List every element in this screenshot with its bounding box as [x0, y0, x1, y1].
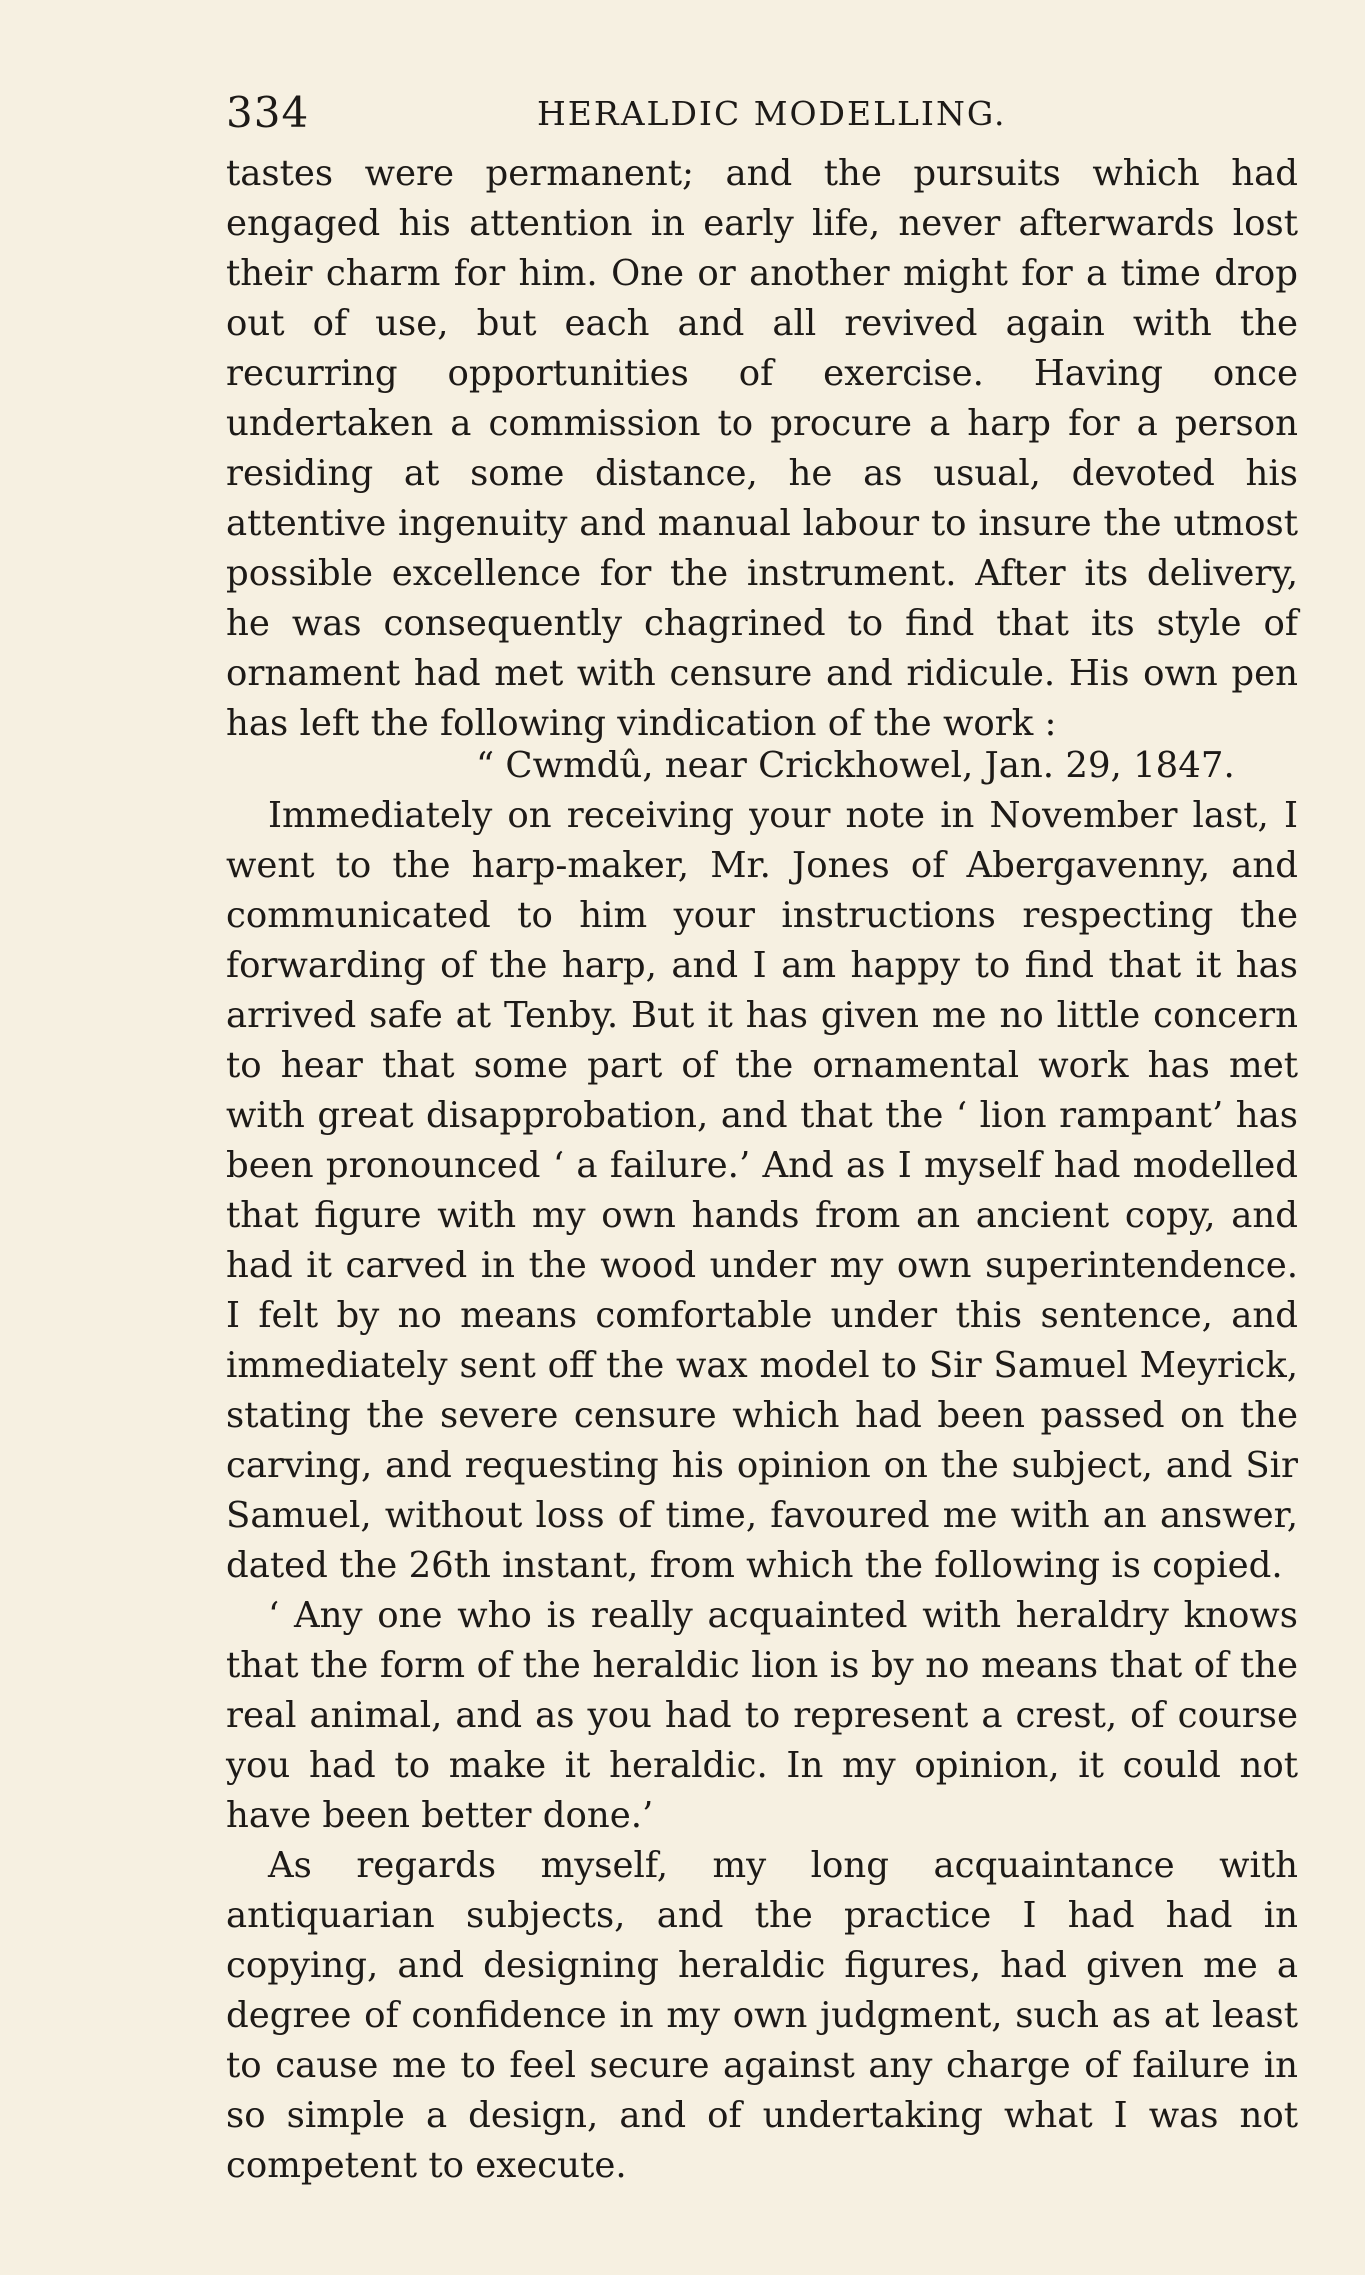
letter-paragraph-1: Immediately on receiving your note in November last, I went to the harp-maker, Mr. Jones of Abergavenny, and communicated to him your instructions respecting the forwarding of the harp, and I am happy to find that it has arrived safe at Tenby. But it has given me no little concern to hear that some part of the ornamental work has met with great disapprobation, and that the ‘ lion rampant’ has been pronounced ‘ a failure.’ And as I myself had modelled that figure with my own hands from an ancient copy, and had it carved in the wood under my own superintendence. I felt by no means comfortable under this sentence, and immediately sent off the wax model to Sir Samuel Meyrick, stating the severe censure which had been passed on the carving, and requesting his opinion on the subject, and Sir Samuel, without loss of time, favoured me with an answer, dated the 26th instant, from which the following is copied.	[226, 795, 1298, 1586]
quoted-paragraph: ‘ Any one who is really acquainted with heraldry knows that the form of the heraldic lion is by no means that of the real animal, and as you had to represent a crest, of course you had to make it heraldic. In my opinion, it could not have been better done.’	[226, 1595, 1298, 1836]
running-title: HERALDIC MODELLING.	[537, 94, 1007, 133]
body-paragraph-1: tastes were permanent; and the pursuits which had engaged his attention in early life, never afterwards lost their charm for him. One or another might for a time drop out of use, but each and all revived again with the recurring opportunities of exercise. Having once undertaken a commission to procure a harp for a person residing at some distance, he as usual, devoted his attentive ingenuity and manual labour to insure the utmost possible excellence for the instrument. After its delivery, he was consequently chagrined to find that its style of ornament had met with censure and ridicule. His own pen has left the following vindication of the work :	[226, 153, 1298, 744]
running-head	[226, 88, 1298, 138]
letter-paragraph-2: As regards myself, my long acquaintance with antiquarian subjects, and the practice I had had in copying, and designing heraldic figures, had given me a degree of confidence in my own judgment, such as at least to cause me to feel secure against any charge of failure in so simple a design, and of undertaking what I was not competent to execute.	[226, 1845, 1298, 2186]
page-number: 334	[226, 88, 310, 137]
letter-dateline: “ Cwmdû, near Crickhowel, Jan. 29, 1847.	[476, 745, 1235, 786]
